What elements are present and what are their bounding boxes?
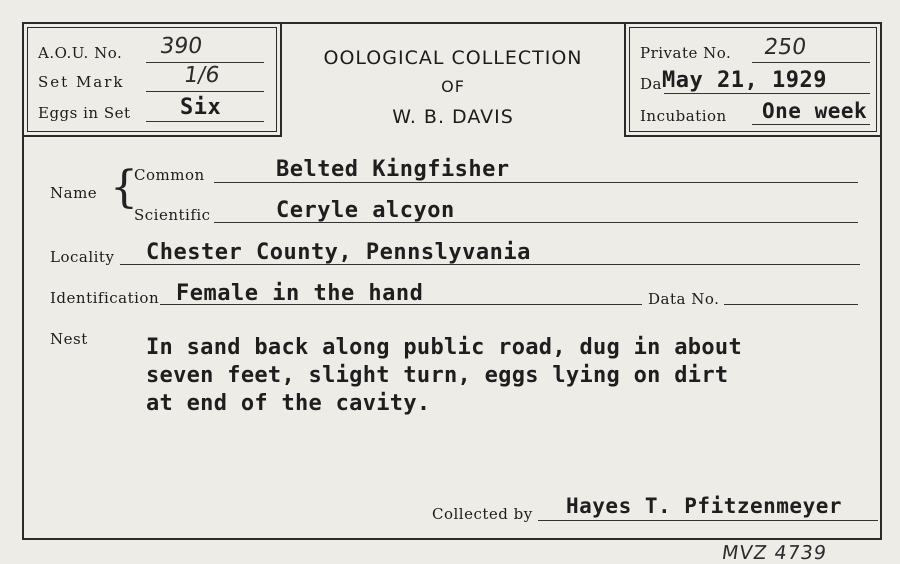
aou-value: 390 bbox=[158, 34, 204, 59]
eggs-underline bbox=[146, 121, 264, 122]
incubation-value: One week bbox=[762, 99, 868, 123]
datano-underline bbox=[724, 304, 858, 305]
private-underline bbox=[752, 62, 870, 63]
private-label: Private No. bbox=[640, 44, 732, 62]
title-line-1: OOLOGICAL COLLECTION bbox=[323, 47, 583, 69]
scientific-label: Scientific bbox=[134, 206, 211, 224]
name-brace: { bbox=[110, 162, 138, 213]
nest-text-line-1: In sand back along public road, dug in about bbox=[146, 335, 742, 360]
private-value: 250 bbox=[762, 35, 808, 60]
nest-text-line-2: seven feet, slight turn, eggs lying on dirt bbox=[146, 363, 729, 388]
nest-label: Nest bbox=[50, 330, 88, 348]
collected-underline bbox=[538, 520, 878, 521]
date-underline bbox=[664, 93, 870, 94]
date-label: Da bbox=[640, 75, 662, 93]
nest-text-line-3: at end of the cavity. bbox=[146, 391, 431, 416]
locality-value: Chester County, Pennslyvania bbox=[146, 240, 531, 265]
setmark-label: Set Mark bbox=[38, 73, 125, 91]
eggs-label: Eggs in Set bbox=[38, 104, 131, 122]
locality-label: Locality bbox=[50, 248, 115, 266]
title-line-2: OF bbox=[441, 77, 465, 96]
identification-label: Identification bbox=[50, 289, 160, 307]
eggs-value: Six bbox=[180, 95, 222, 120]
setmark-value: 1/6 bbox=[182, 63, 222, 88]
collected-label: Collected by bbox=[432, 505, 533, 523]
date-value: May 21, 1929 bbox=[662, 68, 827, 93]
aou-label: A.O.U. No. bbox=[38, 44, 123, 62]
catalog-number: MVZ 4739 bbox=[720, 542, 829, 564]
title-line-3: W. B. DAVIS bbox=[392, 106, 514, 128]
common-label: Common bbox=[134, 166, 205, 184]
collected-value: Hayes T. Pfitzenmeyer bbox=[566, 494, 843, 518]
incubation-underline bbox=[752, 124, 870, 125]
incubation-label: Incubation bbox=[640, 107, 727, 125]
datano-label: Data No. bbox=[648, 290, 720, 308]
identification-value: Female in the hand bbox=[176, 281, 424, 306]
name-label: Name bbox=[50, 184, 98, 202]
setmark-underline bbox=[146, 91, 264, 92]
common-underline bbox=[214, 182, 858, 183]
common-value: Belted Kingfisher bbox=[276, 157, 510, 182]
scientific-value: Ceryle alcyon bbox=[276, 198, 455, 223]
